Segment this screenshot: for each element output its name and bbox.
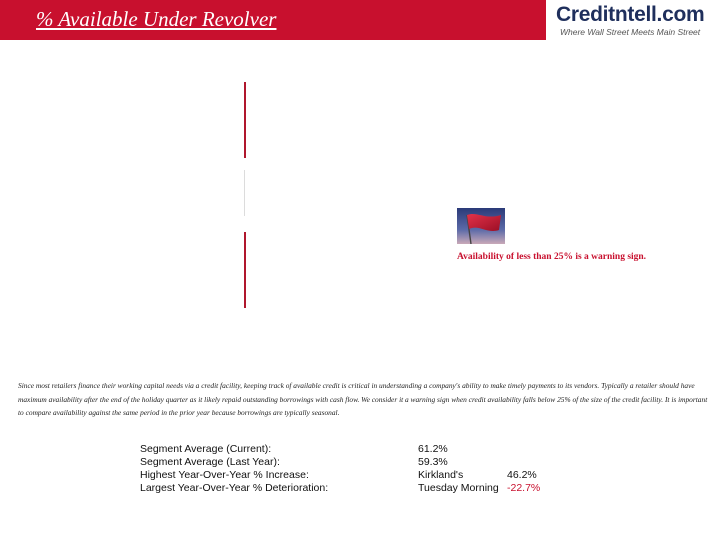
logo-name: Creditntell.com bbox=[556, 3, 705, 26]
stat-row-segment-current bbox=[140, 443, 560, 456]
stats-block bbox=[140, 443, 560, 495]
page-title: % Available Under Revolver bbox=[36, 7, 277, 31]
description-paragraph: Since most retailers finance their working capital needs via a credit facility, keeping track of available credit is critical in understanding a company's ability to make timely payments to its vendors. Typically a retailer should have maximum availability after the end of the holiday quarter as it likely repaid outstanding borrowings with cash flow. We consider it a warning sign when credit availability falls below 25% of the size of the credit facility. It is important to compare availability against the same period in the prior year because borrowings are typically seasonal. bbox=[18, 381, 708, 417]
stat-label: Largest Year-Over-Year % Deterioration: bbox=[140, 482, 329, 494]
stat-value: 61.2% bbox=[418, 443, 448, 455]
divider-line-bottom bbox=[244, 232, 246, 308]
stat-value-negative: -22.7% bbox=[507, 482, 541, 494]
stat-label: Highest Year-Over-Year % Increase: bbox=[140, 469, 309, 481]
stat-label: Segment Average (Last Year): bbox=[140, 456, 280, 468]
stat-row-largest-deterioration bbox=[140, 482, 560, 495]
stat-company: Kirkland's bbox=[418, 469, 464, 481]
red-flag-icon bbox=[457, 208, 505, 244]
stat-label: Segment Average (Current): bbox=[140, 443, 272, 455]
stat-value: 59.3% bbox=[418, 456, 448, 468]
warning-text: Availability of less than 25% is a warning sign. bbox=[457, 252, 647, 262]
logo-tagline: Where Wall Street Meets Main Street bbox=[560, 27, 701, 37]
stat-value: 46.2% bbox=[507, 469, 537, 481]
brand-logo bbox=[546, 0, 720, 40]
stat-row-highest-increase bbox=[140, 469, 560, 482]
stat-row-segment-last bbox=[140, 456, 560, 469]
stat-company: Tuesday Morning bbox=[418, 482, 499, 494]
divider-line-middle bbox=[244, 170, 245, 216]
divider-line-top bbox=[244, 82, 246, 158]
